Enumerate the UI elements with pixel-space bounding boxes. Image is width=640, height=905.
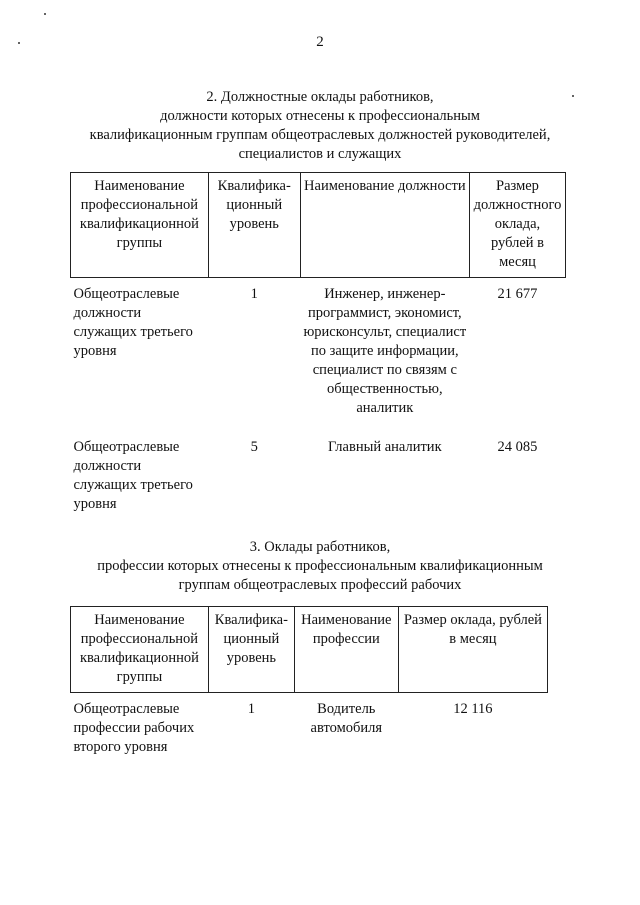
salary-table-positions [70,172,566,514]
page-number: 2 [316,34,324,50]
table-header-row [71,607,548,693]
header-group: Наименование профессиональной квалификационной группы [71,607,209,693]
section-3-title [60,538,580,595]
header-level: Квалифика-ционный уровень [208,173,300,278]
header-level: Квалифика-ционный уровень [208,607,294,693]
section-3-title-line: группам общеотраслевых профессий рабочих [178,577,462,593]
cell-positions: Инженер, инженер-программист, экономист, юрисконсульт, специалист по защите информации, специалист по связям с общественностью, аналитик [303,286,467,416]
section-2-title-line: квалификационным группам общеотраслевых должностей руководителей, [89,127,551,143]
table-header-row [71,173,566,278]
section-2-title [60,88,580,164]
cell-salary: 12 116 [453,701,493,717]
header-salary: Размер должностного оклада, рублей в месяц [469,173,565,278]
cell-profession: Водитель автомобиля [310,701,383,736]
table-row [71,693,548,758]
cell-salary: 21 677 [497,286,538,302]
header-position: Наименование должности [300,173,469,278]
cell-level: 5 [250,439,258,455]
cell-level: 1 [247,701,255,717]
section-2-title-line: должности которых отнесены к профессиональным [160,108,480,124]
header-salary: Размер оклада, рублей в месяц [398,607,547,693]
section-3-title-line: профессии которых отнесены к профессиональным квалификационным [97,558,543,574]
cell-positions: Главный аналитик [328,439,442,455]
cell-group: Общеотраслевые профессии рабочих второго уровня [73,701,195,755]
section-3-title-line: 3. Оклады работников, [249,539,391,555]
salary-table-professions [70,606,548,757]
cell-level: 1 [250,286,258,302]
section-2-title-line: специалистов и служащих [238,146,402,162]
section-2-title-line: 2. Должностные оклады работников, [206,89,434,105]
header-profession: Наименование профессии [294,607,398,693]
cell-group: Общеотраслевые должности служащих третьего уровня [73,439,193,512]
cell-group: Общеотраслевые должности служащих третьего уровня [73,286,193,359]
header-group: Наименование профессиональной квалификационной группы [71,173,209,278]
cell-salary: 24 085 [497,439,538,455]
table-row [71,438,566,514]
scan-speck [44,13,46,15]
table-row [71,278,566,439]
